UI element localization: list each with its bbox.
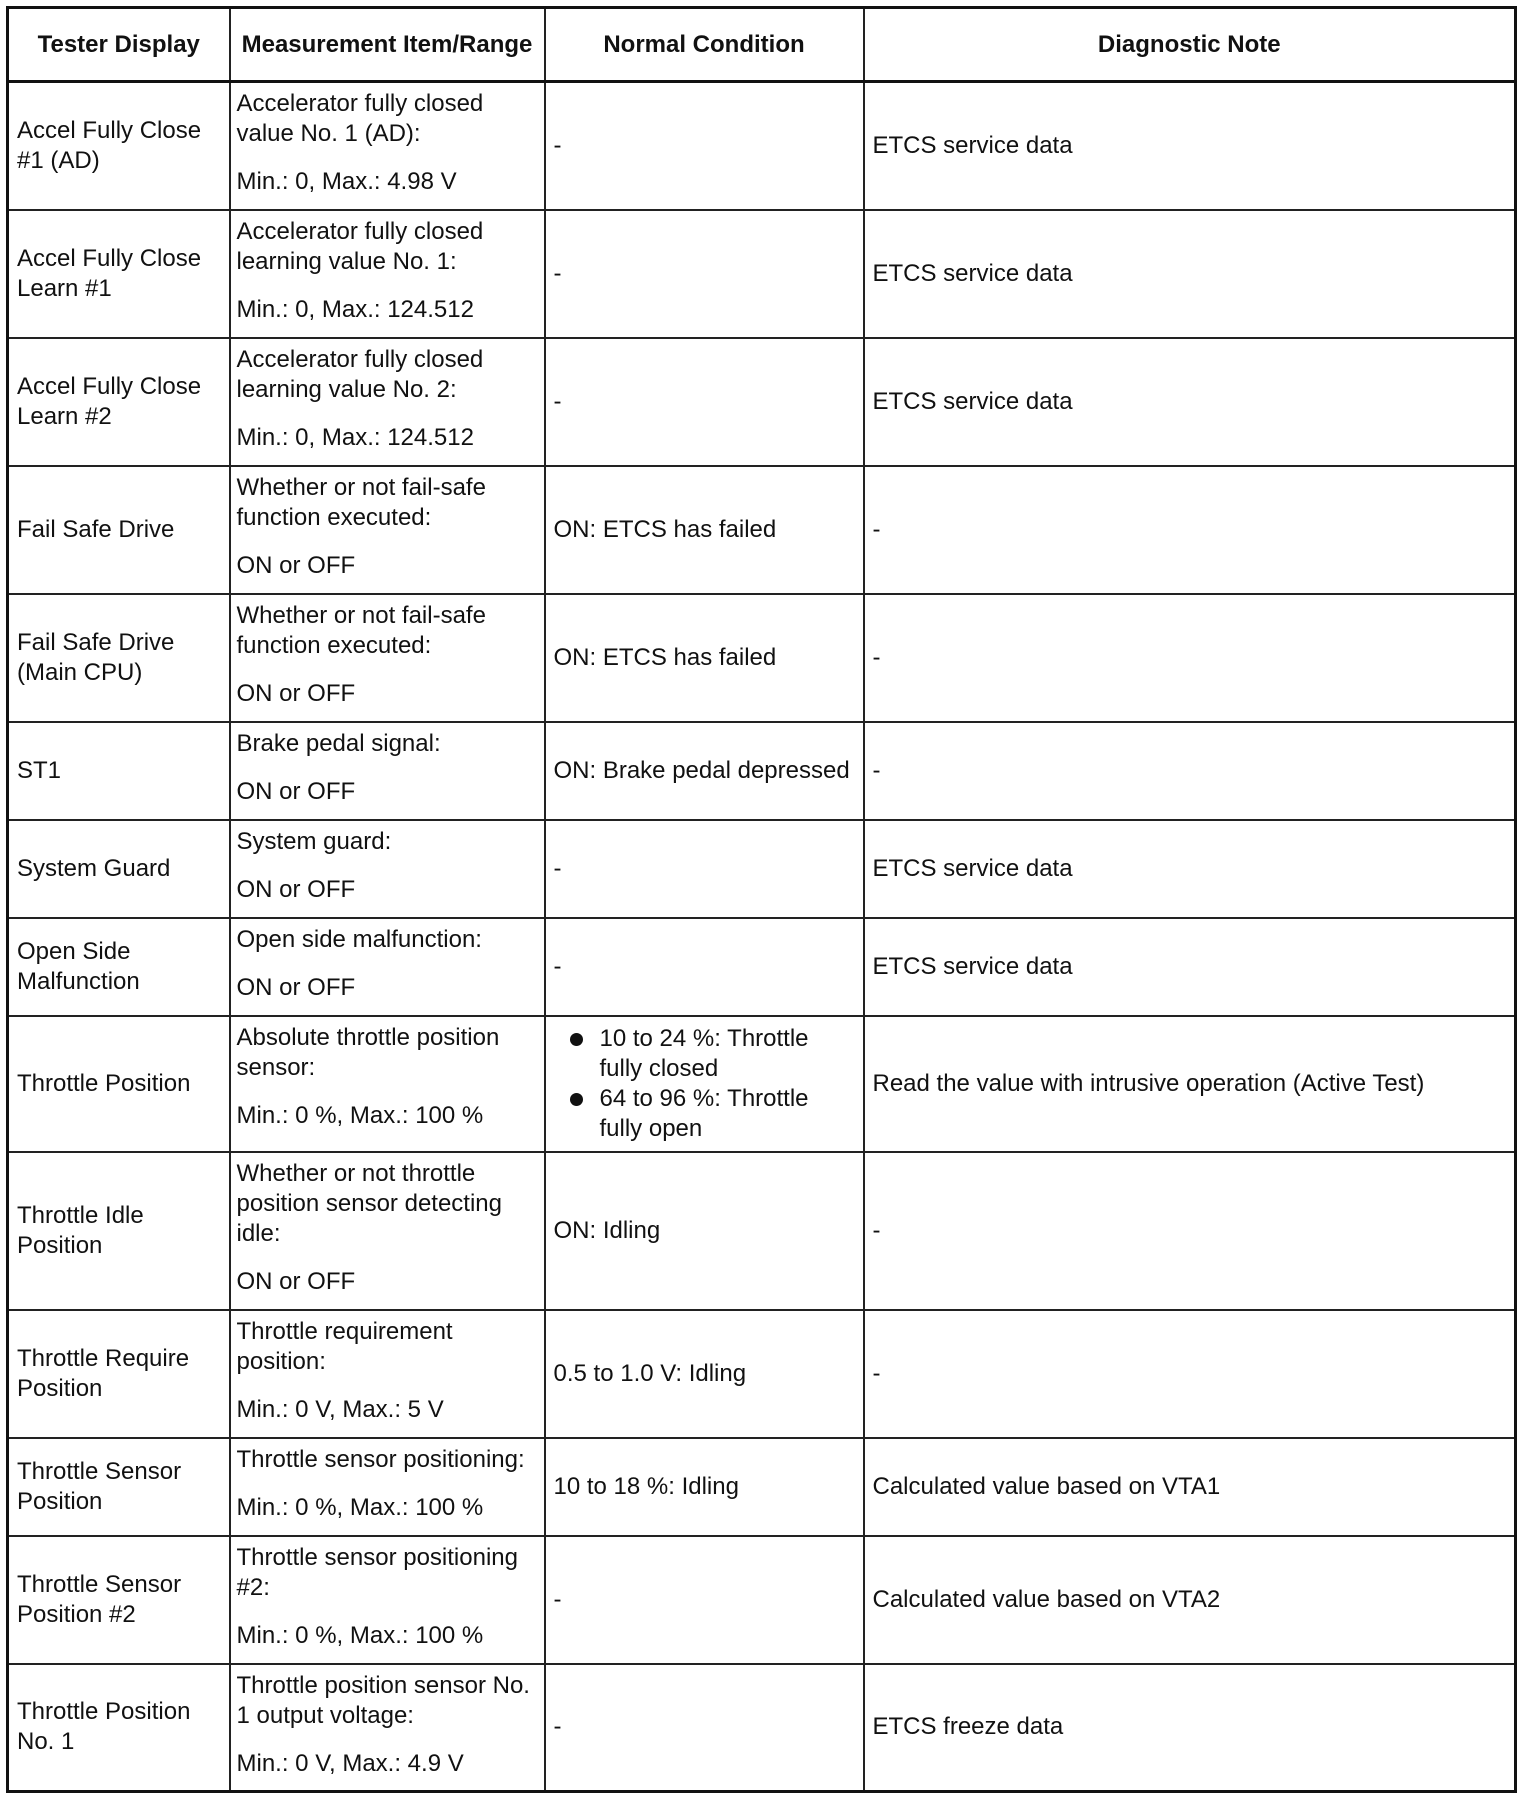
normal-condition-cell: ON: ETCS has failed	[545, 466, 864, 594]
measurement-cell	[230, 338, 545, 466]
table-row	[8, 1310, 1516, 1438]
table-row	[8, 1664, 1516, 1792]
tester-display-cell: Fail Safe Drive	[8, 466, 230, 594]
list-item: 64 to 96 %: Throttle fully open	[600, 1084, 855, 1144]
header-row	[8, 8, 1516, 82]
measurement-cell	[230, 594, 545, 722]
header-measurement: Measurement Item/Range	[230, 8, 545, 82]
normal-condition-cell: -	[545, 820, 864, 918]
diagnostic-note-cell: -	[864, 1152, 1516, 1310]
tester-display-cell: Fail Safe Drive (Main CPU)	[8, 594, 230, 722]
table-row	[8, 338, 1516, 466]
tester-display-cell: Accel Fully Close #1 (AD)	[8, 82, 230, 210]
measurement-range: Min.: 0 %, Max.: 100 %	[236, 1621, 484, 1649]
diagnostic-note-cell: -	[864, 722, 1516, 820]
diagnostic-note-cell: ETCS service data	[864, 210, 1516, 338]
normal-condition-cell	[545, 1016, 864, 1152]
diagnostic-note-cell: ETCS service data	[864, 338, 1516, 466]
measurement-cell	[230, 1438, 545, 1536]
tester-display-cell: Throttle Sensor Position	[8, 1438, 230, 1536]
tester-display-cell: Throttle Idle Position	[8, 1152, 230, 1310]
tester-display-cell: Accel Fully Close Learn #2	[8, 338, 230, 466]
header-tester-display: Tester Display	[8, 8, 230, 82]
normal-condition-cell: -	[545, 210, 864, 338]
normal-condition-cell: 0.5 to 1.0 V: Idling	[545, 1310, 864, 1438]
data-list-table	[6, 6, 1517, 1793]
measurement-item: Brake pedal signal:	[236, 729, 441, 757]
measurement-cell	[230, 1536, 545, 1664]
diagnostic-note-cell: ETCS service data	[864, 918, 1516, 1016]
table-row	[8, 1152, 1516, 1310]
measurement-item: Throttle requirement position:	[236, 1317, 453, 1375]
diagnostic-note-cell: ETCS service data	[864, 82, 1516, 210]
diagnostic-note-cell: Calculated value based on VTA1	[864, 1438, 1516, 1536]
measurement-range: Min.: 0 V, Max.: 5 V	[236, 1395, 444, 1423]
tester-display-cell: Open Side Malfunction	[8, 918, 230, 1016]
measurement-cell	[230, 820, 545, 918]
list-item: 10 to 24 %: Throttle fully closed	[600, 1024, 855, 1084]
normal-condition-cell: ON: Brake pedal depressed	[545, 722, 864, 820]
measurement-range: ON or OFF	[236, 551, 356, 579]
measurement-item: Whether or not throttle position sensor detecting idle:	[236, 1159, 502, 1247]
tester-display-cell: System Guard	[8, 820, 230, 918]
diagnostic-note-cell: -	[864, 594, 1516, 722]
tester-display-cell: Throttle Position No. 1	[8, 1664, 230, 1792]
measurement-item: Open side malfunction:	[236, 925, 482, 953]
measurement-cell	[230, 1664, 545, 1792]
tester-display-cell: Throttle Require Position	[8, 1310, 230, 1438]
measurement-item: Absolute throttle position sensor:	[236, 1023, 500, 1081]
table-row	[8, 820, 1516, 918]
tester-display-cell: Throttle Position	[8, 1016, 230, 1152]
normal-condition-cell: -	[545, 82, 864, 210]
table-row	[8, 1016, 1516, 1152]
measurement-item: Accelerator fully closed learning value No. 2:	[236, 345, 484, 403]
measurement-range: ON or OFF	[236, 973, 356, 1001]
normal-condition-cell: ON: ETCS has failed	[545, 594, 864, 722]
tester-display-cell: ST1	[8, 722, 230, 820]
diagnostic-note-cell: -	[864, 1310, 1516, 1438]
measurement-range: ON or OFF	[236, 1267, 356, 1295]
measurement-cell	[230, 1152, 545, 1310]
normal-condition-cell: -	[545, 1536, 864, 1664]
normal-condition-cell: ON: Idling	[545, 1152, 864, 1310]
measurement-range: Min.: 0 V, Max.: 4.9 V	[236, 1749, 464, 1777]
table-row	[8, 1536, 1516, 1664]
diagnostic-note-cell: ETCS freeze data	[864, 1664, 1516, 1792]
diagnostic-note-cell: Read the value with intrusive operation (Active Test)	[864, 1016, 1516, 1152]
measurement-cell	[230, 918, 545, 1016]
measurement-item: Throttle position sensor No. 1 output voltage:	[236, 1671, 530, 1729]
normal-condition-cell: -	[545, 1664, 864, 1792]
measurement-item: Accelerator fully closed value No. 1 (AD):	[236, 90, 484, 147]
measurement-item: Whether or not fail-safe function executed:	[236, 473, 486, 531]
table-row	[8, 722, 1516, 820]
measurement-item: System guard:	[236, 827, 392, 855]
diagnostic-note-cell: ETCS service data	[864, 820, 1516, 918]
measurement-range: Min.: 0, Max.: 124.512	[236, 295, 474, 323]
table-row	[8, 82, 1516, 210]
normal-condition-cell: -	[545, 338, 864, 466]
header-normal-condition: Normal Condition	[545, 8, 864, 82]
measurement-range: Min.: 0, Max.: 124.512	[236, 423, 474, 451]
measurement-cell	[230, 722, 545, 820]
table-row	[8, 210, 1516, 338]
measurement-cell	[230, 1310, 545, 1438]
diagnostic-note-cell: Calculated value based on VTA2	[864, 1536, 1516, 1664]
measurement-range: ON or OFF	[236, 875, 356, 903]
measurement-item: Throttle sensor positioning #2:	[236, 1543, 518, 1601]
measurement-range: ON or OFF	[236, 679, 356, 707]
measurement-item: Whether or not fail-safe function executed:	[236, 601, 486, 659]
table-row	[8, 466, 1516, 594]
measurement-cell	[230, 466, 545, 594]
tester-display-cell: Throttle Sensor Position #2	[8, 1536, 230, 1664]
table-row	[8, 1438, 1516, 1536]
table-row	[8, 918, 1516, 1016]
measurement-cell	[230, 1016, 545, 1152]
measurement-range: Min.: 0 %, Max.: 100 %	[236, 1493, 484, 1521]
normal-condition-cell: 10 to 18 %: Idling	[545, 1438, 864, 1536]
measurement-range: Min.: 0 %, Max.: 100 %	[236, 1101, 484, 1129]
measurement-range: ON or OFF	[236, 777, 356, 805]
header-diagnostic-note: Diagnostic Note	[864, 8, 1516, 82]
table-row	[8, 594, 1516, 722]
normal-condition-cell: -	[545, 918, 864, 1016]
tester-display-cell: Accel Fully Close Learn #1	[8, 210, 230, 338]
measurement-item: Throttle sensor positioning:	[236, 1445, 525, 1473]
normal-condition-list	[554, 1024, 855, 1144]
measurement-cell	[230, 82, 545, 210]
data-list-table-wrapper	[6, 6, 1517, 1793]
measurement-cell	[230, 210, 545, 338]
diagnostic-note-cell: -	[864, 466, 1516, 594]
measurement-range: Min.: 0, Max.: 4.98 V	[236, 168, 457, 195]
measurement-item: Accelerator fully closed learning value No. 1:	[236, 217, 484, 275]
